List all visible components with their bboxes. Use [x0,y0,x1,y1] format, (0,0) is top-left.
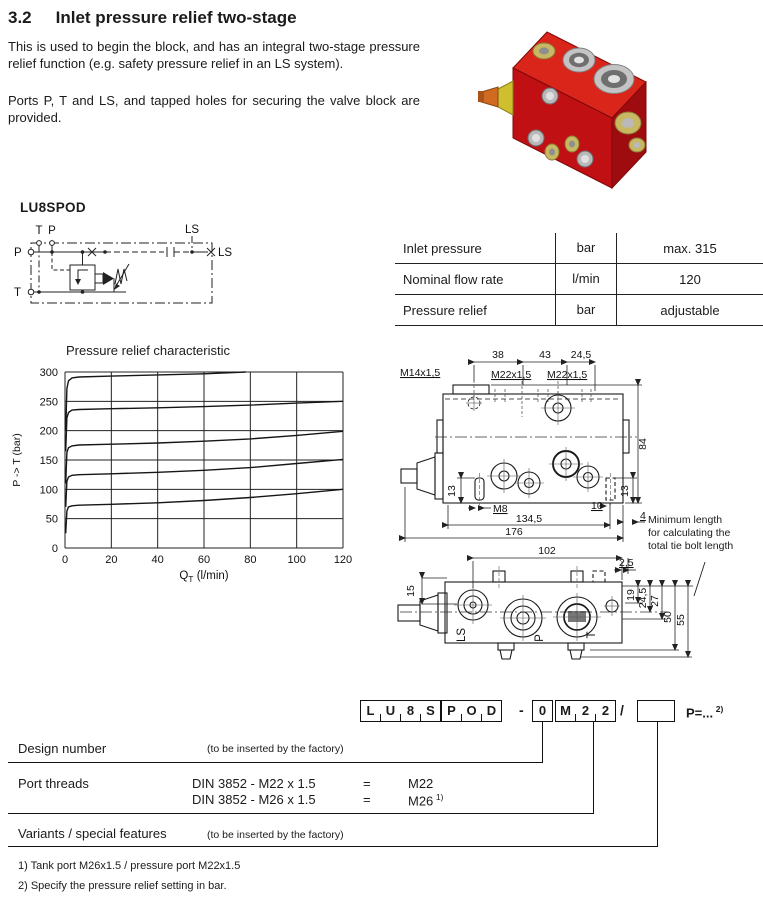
variants-rule [8,846,658,847]
dim-19: 19 [625,589,637,601]
chart-xlabel: $Q_T$ (l/min) [179,570,229,584]
dim-24-5: 24,5 [570,349,592,361]
chart-plot [8,358,388,584]
code-char: 8 [406,703,415,718]
dim-102: 102 [538,545,556,557]
design-number-label: Design number [18,741,107,756]
footnote-ref-1: 1) [435,792,444,802]
chart-ytick-label: 50 [45,513,58,526]
port-threads-rule [8,813,594,814]
ordering-code-box [532,700,553,722]
ordering-code-box [441,700,502,722]
note-line: for calculating the [648,527,731,539]
variants-label: Variants / special features [18,826,167,841]
footnote-1: 1) Tank port M26x1.5 / pressure port M22x1.5 [18,860,241,872]
code-char: 2 [601,703,610,718]
code-connector-design [542,722,543,762]
dim-27: 27 [649,595,661,607]
code-connector-threads [593,722,594,813]
port-label-t: T [586,631,598,639]
dim-24-5-side: 24,5 [637,587,649,609]
thread-m14: M14x1,5 [400,367,441,379]
schematic-top-p-label: P [48,225,56,237]
hydraulic-schematic [8,218,288,313]
chart-ytick-label: 200 [39,425,58,438]
dim-13-right: 13 [619,485,631,497]
spec-value: adjustable [660,302,720,318]
valve-ports-side [458,590,618,637]
ordering-code-box [555,700,616,722]
thread-option-value: M26 $^{1)}$ [408,792,444,809]
dim-10: 10 [591,500,603,512]
chart-xtick-label: 0 [61,554,69,566]
dim-55: 55 [675,614,687,626]
chart-ylabel: P -> T (bar) [11,433,23,487]
section-title: Inlet pressure relief two-stage [55,8,297,27]
schematic-top-ls-label: LS [184,224,200,236]
chart-ytick-label: 150 [39,455,58,467]
spec-value: max. 315 [663,240,717,256]
spec-unit: l/min [555,264,617,294]
footnote-2: 2) Specify the pressure relief setting in bar. [18,880,227,892]
spec-unit: bar [555,233,617,263]
ls-plug-x-symbol [207,248,215,256]
spec-value: 120 [679,271,701,287]
chart-ytick-label: 250 [39,396,58,409]
chart-xtick-label: 80 [244,554,257,566]
port-crosshairs-side [454,566,620,641]
dim-4: 4 [640,510,646,522]
chart-xtick-label: 100 [287,554,306,566]
flow-triangle [103,272,114,285]
intro-paragraph-1: This is used to begin the block, and has an integral two-stage pressure relief function (e.g. safety pressure relief in an LS system). [8,39,420,72]
ordering-suffix: P=... $^{2)}$ [686,704,724,721]
valve-ports [468,395,599,494]
thread-option-value: M22 [408,776,434,791]
thread-option-eq: = [363,792,371,807]
pressure-relief-chart [8,343,388,589]
design-number-rule [8,762,543,763]
product-photo [478,3,763,195]
thread-option-din: DIN 3852 - M26 x 1.5 [192,792,316,807]
schematic-model-label: LU8SPOD [20,200,86,215]
schematic-top-t-label: T [35,225,43,237]
dimension-drawing-side [395,538,763,690]
valve-body-outline-side [398,571,622,659]
port-threads-label: Port threads [18,776,89,791]
dim-50: 50 [662,611,674,623]
note-line: Minimum length [648,514,723,526]
ordering-code-separator: / [620,702,624,718]
code-char: 0 [538,703,547,718]
code-char: S [426,703,435,718]
dim-13-left: 13 [446,485,458,497]
chart-ytick-label: 0 [51,543,58,555]
ordering-code-box [360,700,441,722]
schematic-port-t-label: T [14,287,22,299]
dim-176: 176 [505,526,523,538]
page-title [8,8,297,28]
dim-38: 38 [492,349,504,361]
thread-option-eq: = [363,776,371,791]
table-row [395,295,763,326]
schematic-right-ls-label: LS [218,247,233,259]
table-row [395,233,763,264]
dim-15: 15 [405,585,417,597]
intro-paragraph-2: Ports P, T and LS, and tapped holes for securing the valve block are provided. [8,93,420,126]
dim-43: 43 [539,349,551,361]
chart-xtick-label: 60 [197,554,211,566]
chart-xtick-label: 20 [105,554,118,566]
code-char: 2 [581,703,590,718]
footnote-ref-2: 2) [715,704,724,714]
table-row [395,264,763,295]
ordering-code-box-empty [637,700,675,722]
port-label-p: P [534,634,546,642]
dim-134-5: 134,5 [515,513,543,525]
chart-xtick-label: 120 [333,554,353,566]
note-line: total tie bolt length [648,540,734,552]
ordering-code-separator: - [519,702,524,718]
code-char [638,701,657,721]
dim-m8: M8 [493,503,508,515]
chart-title: Pressure relief characteristic [66,343,230,358]
spec-unit: bar [555,295,617,325]
spec-param: Pressure relief [403,302,487,318]
thread-option-din: DIN 3852 - M22 x 1.5 [192,776,316,791]
dim-84: 84 [637,438,649,450]
dim-2-5: 2,5 [619,557,634,569]
hidden-hole-marks [474,380,591,417]
variants-note: (to be inserted by the factory) [207,829,344,841]
port-label-ls: LS [456,627,468,643]
chart-ytick-label: 300 [39,367,58,379]
thread-m22-b: M22x1,5 [547,369,588,381]
spec-param: Nominal flow rate [403,271,504,287]
thread-m22-a: M22x1,5 [491,369,532,381]
spec-param: Inlet pressure [403,240,482,256]
code-char: D [486,703,497,718]
code-char: P [447,703,456,718]
chart-xtick-label: 40 [151,554,164,566]
code-char: M [560,703,571,718]
relief-valve-symbol [70,265,95,290]
code-connector-variants [657,722,658,846]
product-adjuster-knob [478,81,513,115]
chart-plot-area [40,367,353,566]
chart-ytick-label: 100 [39,484,58,497]
code-char: O [466,703,477,718]
code-char: U [385,703,396,718]
schematic-port-p-label: P [14,247,22,259]
specs-table [395,233,763,326]
section-number: 3.2 [8,8,32,27]
design-number-note: (to be inserted by the factory) [207,743,344,755]
code-char: L [366,703,375,718]
